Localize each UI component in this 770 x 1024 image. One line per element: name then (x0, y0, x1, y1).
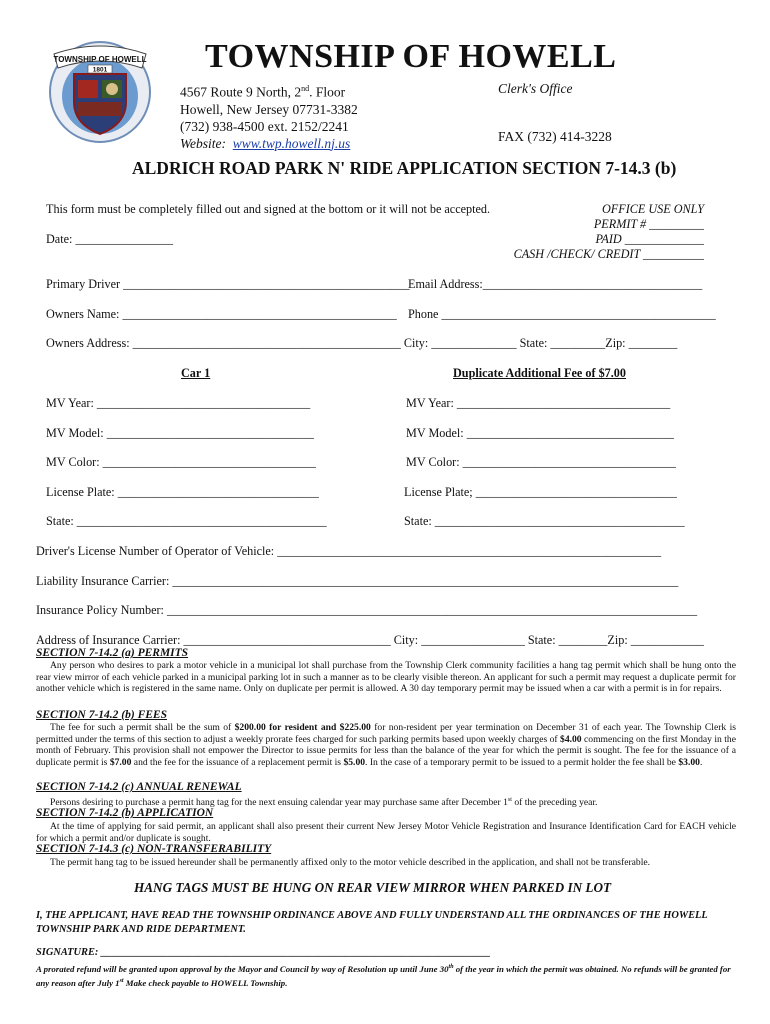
address-line1-end: . Floor (309, 84, 346, 100)
address-line3: (732) 938-4500 ext. 2152/2241 (180, 118, 349, 134)
fees-text-6: . (699, 756, 703, 768)
fees-duplicate-amount: $7.00 (109, 756, 132, 768)
car2-state[interactable]: State: _________________________________________ (404, 514, 685, 528)
renewal-sup: st (507, 797, 512, 803)
car2-mv-year[interactable]: MV Year: ___________________________________ (406, 396, 671, 410)
address-sup: nd (301, 84, 310, 93)
section-renewal-heading: SECTION 7-14.2 (c) ANNUAL RENEWAL (36, 781, 242, 793)
office-use-box (514, 202, 704, 262)
fees-text-2: for non-resident per year termination on December 31 of each year. The Township Clerk is permitted under the terms of this section to adjust a weekly prorate fees charged for such parking permits based upon weekly charges of (36, 722, 736, 745)
signature-field[interactable]: SIGNATURE: ___________________________________________________________________________ (36, 947, 491, 958)
form-heading: ALDRICH ROAD PARK N' RIDE APPLICATION SECTION 7-14.3 (b) (132, 158, 677, 178)
insurance-carrier-field[interactable]: Liability Insurance Carrier: ___________________________________________________________________________________ (36, 574, 679, 588)
address-block (180, 80, 358, 152)
section-fees-heading: SECTION 7-14.2 (b) FEES (36, 709, 167, 721)
seal-title-text: TOWNSHIP OF HOWELL (53, 55, 147, 64)
car1-heading: Car 1 (181, 366, 211, 380)
car2-heading: Duplicate Additional Fee of $7.00 (453, 366, 626, 380)
section-fees-text (36, 722, 736, 768)
car2-license-plate[interactable]: License Plate; _________________________________ (404, 485, 677, 499)
page-title: TOWNSHIP OF HOWELL (205, 38, 617, 75)
refund-policy-text (36, 961, 736, 989)
car1-mv-model[interactable]: MV Model: __________________________________ (46, 426, 314, 440)
car2-mv-model[interactable]: MV Model: __________________________________ (406, 426, 674, 440)
clerk-office: Clerk's Office (498, 81, 573, 96)
website-link[interactable]: www.twp.howell.nj.us (232, 135, 351, 151)
fees-text-3: commencing on the first Monday in the month of February. This provision shall not empower the Director to issue permits for less than the balance of the year for which the permit is sought. The fee for the issuance of a duplicate permit is (36, 733, 736, 768)
office-permit-field: PERMIT # _________ (593, 217, 704, 231)
fees-amount-resident: $200.00 for resident and $225.00 (234, 722, 371, 733)
car1-state[interactable]: State: _________________________________________ (46, 514, 327, 528)
car1-license-plate[interactable]: License Plate: _________________________________ (46, 485, 319, 499)
refund-text-1: A prorated refund will be granted upon approval by the Mayor and Council by way of Resolution up until June 30 (36, 963, 449, 974)
section-nontransfer-heading: SECTION 7-14.3 (c) NON-TRANSFERABILITY (36, 843, 272, 855)
carrier-address-field[interactable]: Address of Insurance Carrier: __________________________________ City: _________________ State: ________Zip: ____________ (36, 633, 704, 647)
fax-number: FAX (732) 414-3228 (498, 129, 612, 144)
address-line1: 4567 Route 9 North, 2 (180, 84, 302, 100)
address-line2: Howell, New Jersey 07731-3382 (180, 101, 358, 117)
acknowledgement-text: I, THE APPLICANT, HAVE READ THE TOWNSHIP ORDINANCE ABOVE AND FULLY UNDERSTAND ALL THE ORDINANCES OF THE HOWELL TOWNSHIP PARK AND RIDE DEPARTMENT. (36, 910, 708, 935)
policy-number-field[interactable]: Insurance Policy Number: _______________________________________________________________________________________ (36, 603, 698, 617)
fees-temporary-amount: $3.00 (678, 756, 700, 768)
website-label: Website: (180, 135, 226, 151)
renewal-text-2: of the preceding year. (511, 797, 598, 809)
car1-mv-year[interactable]: MV Year: ___________________________________ (46, 396, 311, 410)
office-payment-method: CASH /CHECK/ CREDIT __________ (513, 247, 704, 261)
section-permits-text: Any person who desires to park a motor vehicle in a municipal lot shall purchase from the Township Clerk community facilities a hang tag permit which shall be hung onto the rear view mirror of each vehicle parked in a municipal parking lot in such a manner as to be clearly visible thereon. An applicant for such a permit may request a duplicate permit for another vehicle which is registered in the same name. Only on duplicate per permit is allowed. A 30 day temporary permit may be issued when a car with a permit is in for repairs. (36, 660, 736, 695)
refund-text-2: of the year in which the permit was obtained. No refunds will be granted for any reason after July 1 (36, 963, 731, 988)
office-use-title: OFFICE USE ONLY (602, 202, 704, 216)
email-field[interactable]: Email Address:____________________________________ (408, 277, 703, 291)
fees-text-5: . In the case of a temporary permit to be issued to a permit holder the fee shall be (365, 756, 679, 768)
hang-tags-notice: HANG TAGS MUST BE HUNG ON REAR VIEW MIRROR WHEN PARKED IN LOT (134, 880, 612, 895)
fees-text-4: and the fee for the issuance of a replacement permit is (131, 756, 344, 768)
fees-replacement-amount: $5.00 (343, 756, 366, 768)
fees-weekly-amount: $4.00 (560, 733, 582, 745)
section-nontransfer-text: The permit hang tag to be issued hereunder shall be permanently affixed only to the motor vehicle described in the application, and shall not be transferable. (50, 857, 651, 868)
section-permits-heading: SECTION 7-14.2 (a) PERMITS (36, 647, 189, 659)
township-seal (48, 40, 152, 144)
primary-driver-field[interactable]: Primary Driver _______________________________________________ (46, 277, 410, 291)
refund-sup-1: th (448, 964, 454, 970)
section-application-text: At the time of applying for said permit, an applicant shall also present their current New Jersey Motor Vehicle Registration and Insurance Identification Card for EACH vehicle for which a permit and/or duplicate is sought. (36, 821, 736, 844)
form-instruction: This form must be completely filled out and signed at the bottom or it will not be accepted. (46, 202, 491, 216)
phone-field[interactable]: Phone _____________________________________________ (408, 307, 716, 321)
car2-mv-color[interactable]: MV Color: ___________________________________ (406, 455, 676, 469)
drivers-license-field[interactable]: Driver's License Number of Operator of Vehicle: _______________________________________________________________ (36, 544, 662, 558)
fees-text-1: The fee for such a permit shall be the sum of (50, 722, 235, 733)
date-field[interactable]: Date: ________________ (46, 232, 173, 246)
section-application-heading: SECTION 7-14.2 (b) APPLICATION (36, 807, 214, 819)
owners-name-field[interactable]: Owners Name: _____________________________________________ (46, 307, 397, 321)
refund-text-3: Make check payable to HOWELL Township. (123, 977, 288, 988)
refund-sup-2: st (119, 977, 124, 984)
car1-mv-color[interactable]: MV Color: ___________________________________ (46, 455, 316, 469)
seal-year-text: 1801 (92, 66, 108, 74)
owners-address-field[interactable]: Owners Address: ____________________________________________ City: ______________ State: _________Zip: ________ (46, 336, 678, 350)
renewal-text-1: Persons desiring to purchase a permit hang tag for the next ensuing calendar year may purchase same after December 1 (50, 797, 508, 809)
office-paid-field: PAID _____________ (595, 232, 704, 246)
